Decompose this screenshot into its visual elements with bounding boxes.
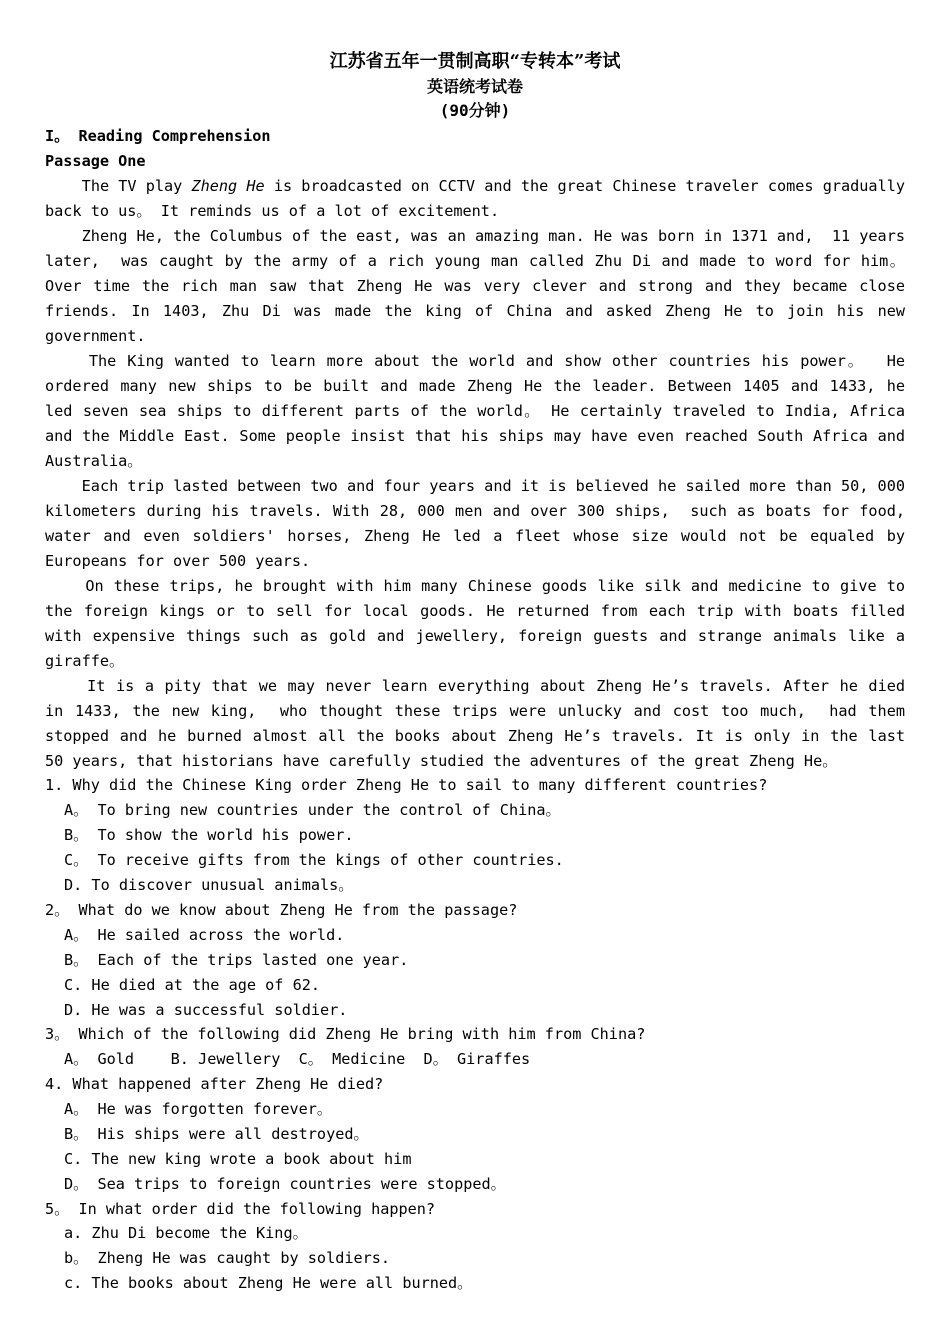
question-5-item-b: b。 Zheng He was caught by soldiers.	[64, 1249, 391, 1267]
passage-line: Each trip lasted between two and four years and it is believed he sailed more than 50, 000	[45, 477, 905, 495]
passage-line: later, was caught by the army of a rich young man called Zhu Di and made to word for him。	[45, 252, 905, 270]
question-5-item-a: a. Zhu Di become the King。	[64, 1224, 308, 1242]
passage-line: Zheng He, the Columbus of the east, was an amazing man. He was born in 1371 and, 11 years	[45, 227, 905, 245]
question-3: 3。 Which of the following did Zheng He bring with him from China?	[45, 1025, 646, 1043]
question-5-item-c: c. The books about Zheng He were all burned。	[64, 1274, 473, 1292]
passage-line: government.	[45, 327, 146, 345]
passage-line: ordered many new ships to be built and made Zheng He the leader. Between 1405 and 1433, he	[45, 377, 905, 395]
passage-line: and the Middle East. Some people insist that his ships may have even reached South Africa and	[45, 427, 905, 445]
question-1-option-b: B。 To show the world his power.	[64, 826, 354, 844]
question-5: 5。 In what order did the following happen?	[45, 1200, 436, 1218]
passage-line: stopped and he burned almost all the books about Zheng He’s travels. It is only in the last	[45, 727, 905, 745]
exam-duration: (90分钟)	[439, 101, 511, 120]
exam-subtitle: 英语统考试卷	[426, 77, 523, 96]
question-4-option-c: C. The new king wrote a book about him	[64, 1150, 412, 1168]
question-1-option-c: C。 To receive gifts from the kings of other countries.	[64, 851, 564, 869]
passage-line: friends. In 1403, Zhu Di was made the king of China and asked Zheng He to join his new	[45, 302, 905, 320]
passage-line: Over time the rich man saw that Zheng He was very clever and strong and they became close	[45, 277, 905, 295]
passage-line: kilometers during his travels. With 28, 000 men and over 300 ships, such as boats for food,	[45, 502, 905, 520]
question-4-option-a: A。 He was forgotten forever。	[64, 1100, 333, 1118]
question-1-option-d: D. To discover unusual animals。	[64, 876, 354, 894]
question-4-option-b: B。 His ships were all destroyed。	[64, 1125, 369, 1143]
section-heading: I。 Reading Comprehension	[45, 127, 271, 145]
passage-line: the foreign kings or to sell for local goods. He returned from each trip with boats filled	[45, 602, 905, 620]
passage-line: Europeans for over 500 years.	[45, 552, 311, 570]
exam-title: 江苏省五年一贯制高职“专转本”考试	[329, 51, 621, 72]
question-2-option-b: B。 Each of the trips lasted one year.	[64, 951, 409, 969]
passage-line: Australia。	[45, 452, 143, 470]
question-4: 4. What happened after Zheng He died?	[45, 1075, 384, 1093]
passage-line: giraffe。	[45, 652, 125, 670]
question-2-option-c: C. He died at the age of 62.	[64, 976, 321, 994]
passage-line: On these trips, he brought with him many Chinese goods like silk and medicine to give to	[45, 577, 905, 595]
question-2-option-d: D. He was a successful soldier.	[64, 1001, 348, 1019]
question-4-option-d: D。 Sea trips to foreign countries were stopped。	[64, 1175, 506, 1193]
passage-line: The King wanted to learn more about the world and show other countries his power。 He	[45, 352, 905, 370]
tv-play-title: Zheng He	[191, 177, 265, 195]
passage-line: back to us。 It reminds us of a lot of excitement.	[45, 202, 500, 220]
question-3-options: A。 Gold B. Jewellery C。 Medicine D。 Giraffes	[64, 1050, 531, 1068]
question-2-option-a: A。 He sailed across the world.	[64, 926, 345, 944]
passage-line: led seven sea ships to different parts of the world。 He certainly traveled to India, Africa	[45, 402, 905, 420]
question-1: 1. Why did the Chinese King order Zheng He to sail to many different countries?	[45, 776, 768, 794]
question-2: 2。 What do we know about Zheng He from the passage?	[45, 901, 518, 919]
passage-line: The TV play Zheng He is broadcasted on CCTV and the great Chinese traveler comes gradually	[45, 177, 905, 195]
passage-line: water and even soldiers' horses, Zheng He led a fleet whose size would not be equaled by	[45, 527, 905, 545]
question-1-option-a: A。 To bring new countries under the control of China。	[64, 801, 561, 819]
passage-line: 50 years, that historians have carefully studied the adventures of the great Zheng He。	[45, 752, 838, 770]
passage-line: in 1433, the new king, who thought these trips were unlucky and cost too much, had them	[45, 702, 905, 720]
passage-title: Passage One	[45, 152, 146, 170]
passage-line: It is a pity that we may never learn everything about Zheng He’s travels. After he died	[45, 677, 905, 695]
passage-line: with expensive things such as gold and jewellery, foreign guests and strange animals like a	[45, 627, 905, 645]
